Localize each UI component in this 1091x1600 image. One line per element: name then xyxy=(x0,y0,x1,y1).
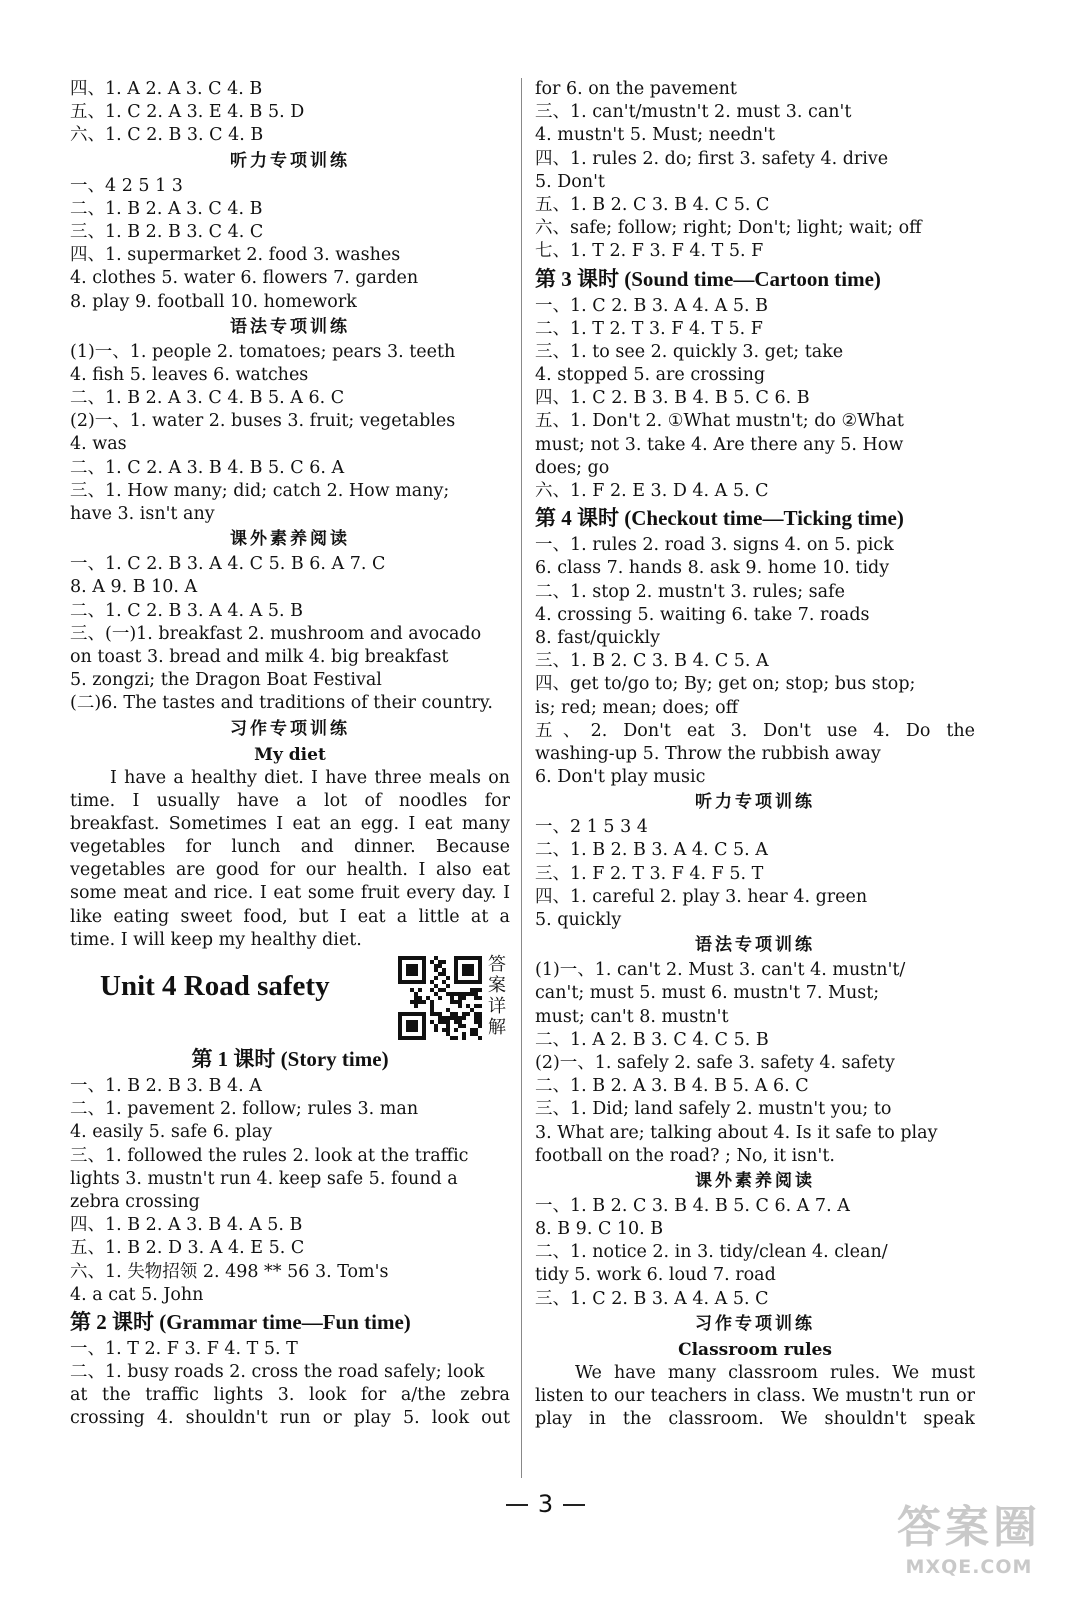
answer-line: zebra crossing xyxy=(70,1191,200,1212)
answer-line: We have many classroom rules. We must xyxy=(575,1362,975,1383)
answer-line: 一、1. rules 2. road 3. signs 4. on 5. pick xyxy=(535,535,894,556)
answer-line: listen to our teachers in class. We mustn't run or xyxy=(535,1386,975,1406)
essay-title: Classroom rules xyxy=(678,1339,832,1360)
answer-line: can't; must 5. must 6. mustn't 7. Must; xyxy=(535,983,880,1004)
answer-line: have 3. isn't any xyxy=(70,504,215,524)
answer-line: 二、1. B 2. A 3. C 4. B 5. A 6. C xyxy=(70,388,345,409)
answer-line: 四、1. B 2. A 3. B 4. A 5. B xyxy=(70,1215,303,1236)
answer-line: on toast 3. bread and milk 4. big breakfast xyxy=(70,646,449,667)
section-heading: 听力专项训练 xyxy=(230,150,350,171)
answer-line: 4. mustn't 5. Must; needn't xyxy=(535,125,776,146)
answer-line: 8. A 9. B 10. A xyxy=(70,577,198,598)
lesson-heading: 第 1 课时 (Story time) xyxy=(191,1047,389,1071)
answer-line: (2)一、1. safely 2. safe 3. safety 4. safety xyxy=(535,1052,895,1073)
answer-line: 三、1. B 2. B 3. C 4. C xyxy=(70,221,264,242)
watermark-url: MXQE.COM xyxy=(905,1556,1033,1578)
answer-line: some meat and rice. I eat some fruit every day. I xyxy=(70,883,510,904)
section-heading: 课外素养阅读 xyxy=(230,529,350,550)
section-heading: 听力专项训练 xyxy=(695,792,815,813)
answer-line: 4. crossing 5. waiting 6. take 7. roads xyxy=(535,604,870,625)
answer-line: 一、1. C 2. B 3. A 4. A 5. B xyxy=(535,295,768,316)
section-heading: 语法专项训练 xyxy=(230,316,350,337)
answer-line: 三、1. B 2. C 3. B 4. C 5. A xyxy=(535,651,769,672)
lesson-heading: 第 3 课时 (Sound time—Cartoon time) xyxy=(535,266,881,291)
answer-line: 四、1. A 2. A 3. C 4. B xyxy=(70,79,263,99)
right-column xyxy=(535,78,975,1431)
answer-line: 四、1. supermarket 2. food 3. washes xyxy=(70,245,401,266)
answer-line: 4. fish 5. leaves 6. watches xyxy=(70,364,309,385)
answer-line: (2)一、1. water 2. buses 3. fruit; vegetables xyxy=(70,411,456,432)
answer-line: like eating sweet food, but I eat a little at a xyxy=(70,906,510,927)
answer-line: I have a healthy diet. I have three meals on xyxy=(110,767,510,788)
answer-line: 二、1. B 2. B 3. A 4. C 5. A xyxy=(535,840,768,861)
left-column xyxy=(70,78,510,1431)
watermark-text: 答案圈 xyxy=(897,1502,1041,1553)
section-heading: 习作专项训练 xyxy=(230,718,350,739)
lesson-heading: 第 4 课时 (Checkout time—Ticking time) xyxy=(535,506,904,531)
answer-line: (1)一、1. people 2. tomatoes; pears 3. teeth xyxy=(70,341,456,362)
answer-line: lights 3. mustn't run 4. keep safe 5. found a xyxy=(70,1168,458,1189)
answer-line: time. I usually have a lot of noodles for xyxy=(70,790,510,811)
answer-line: 5. zongzi; the Dragon Boat Festival xyxy=(70,670,382,691)
answer-line: 4. was xyxy=(70,434,127,455)
answer-line: does; go xyxy=(535,457,610,478)
answer-line: 5. Don't xyxy=(535,171,605,192)
answer-line: (二)6. The tastes and traditions of their country. xyxy=(70,693,493,714)
answer-line: 六、safe; follow; right; Don't; light; wait; off xyxy=(535,218,922,239)
answer-line: 二、1. C 2. A 3. B 4. B 5. C 6. A xyxy=(70,457,345,478)
answer-line: 四、get to/go to; By; get on; stop; bus stop; xyxy=(535,674,916,695)
answer-line: 四、1. careful 2. play 3. hear 4. green xyxy=(535,886,868,907)
section-heading: 课外素养阅读 xyxy=(695,1170,815,1191)
answer-line: 三、1. can't/mustn't 2. must 3. can't xyxy=(535,102,852,123)
answer-line: 6. class 7. hands 8. ask 9. home 10. tidy xyxy=(535,558,890,579)
answer-line: 四、1. rules 2. do; first 3. safety 4. drive xyxy=(535,148,889,169)
answer-line: 五、1. Don't 2. ①What mustn't; do ②What xyxy=(535,411,904,432)
answer-line: 五、1. B 2. D 3. A 4. E 5. C xyxy=(70,1238,305,1259)
answer-line: is; red; mean; does; off xyxy=(535,697,739,718)
answer-line: 一、1. B 2. B 3. B 4. A xyxy=(70,1076,262,1096)
answer-line: vegetables are good for our health. I also eat xyxy=(70,860,510,881)
answer-line: 4. clothes 5. water 6. flowers 7. garden xyxy=(70,268,419,289)
answer-line: breakfast. Sometimes I eat an egg. I eat many xyxy=(70,813,510,834)
answer-line: 三、(一)1. breakfast 2. mushroom and avocado xyxy=(70,623,482,644)
column-divider xyxy=(521,78,522,1478)
answer-line: 5. quickly xyxy=(535,910,622,930)
answer-line: 一、1. C 2. B 3. A 4. C 5. B 6. A 7. C xyxy=(70,554,386,575)
answer-line: at the traffic lights 3. look for a/the zebra xyxy=(70,1385,510,1406)
answer-line: 一、2 1 5 3 4 xyxy=(535,817,648,838)
answer-line: 8. B 9. C 10. B xyxy=(535,1219,664,1240)
answer-line: 二、1. notice 2. in 3. tidy/clean 4. clean/ xyxy=(535,1242,888,1263)
answer-line: 二、1. T 2. T 3. F 4. T 5. F xyxy=(535,318,763,339)
answer-line: tidy 5. work 6. loud 7. road xyxy=(535,1265,776,1286)
page-number: 3 xyxy=(0,1490,1091,1518)
answer-line: 一、1. T 2. F 3. F 4. T 5. T xyxy=(70,1338,298,1359)
answer-line: 二、1. B 2. A 3. C 4. B xyxy=(70,198,263,219)
qr-label: 答案详解 xyxy=(488,954,506,1038)
unit-heading-row xyxy=(70,952,510,1044)
answer-line: crossing 4. shouldn't run or play 5. look out xyxy=(70,1408,510,1429)
answer-line: 4. easily 5. safe 6. play xyxy=(70,1122,273,1143)
answer-line: must; not 3. take 4. Are there any 5. How xyxy=(535,434,904,455)
answer-line: 二、1. stop 2. mustn't 3. rules; safe xyxy=(535,581,845,602)
lesson-heading: 第 2 课时 (Grammar time—Fun time) xyxy=(70,1309,411,1334)
section-heading: 语法专项训练 xyxy=(695,935,815,956)
answer-line: 3. What are; talking about 4. Is it safe to play xyxy=(535,1122,938,1143)
watermark-logo xyxy=(869,1500,1069,1592)
answer-line: football on the road? ; No, it isn't. xyxy=(535,1145,835,1166)
answer-line: 6. Don't play music xyxy=(535,767,706,788)
answer-line: 一、1. B 2. C 3. B 4. B 5. C 6. A 7. A xyxy=(535,1195,850,1216)
answer-line: must; can't 8. mustn't xyxy=(535,1006,729,1027)
answer-line: 二、1. busy roads 2. cross the road safely; look xyxy=(70,1362,485,1383)
answer-line: 六、1. C 2. B 3. C 4. B xyxy=(70,125,264,146)
answer-line: 二、1. A 2. B 3. C 4. C 5. B xyxy=(535,1029,769,1050)
answer-line: 五、2. Don't eat 3. Don't use 4. Do the xyxy=(535,720,975,741)
answer-line: 三、1. How many; did; catch 2. How many; xyxy=(70,480,450,501)
section-heading: 习作专项训练 xyxy=(695,1313,815,1334)
answer-line: washing-up 5. Throw the rubbish away xyxy=(535,743,881,764)
answer-line: 三、1. Did; land safely 2. mustn't you; to xyxy=(535,1099,892,1120)
answer-line: vegetables for lunch and dinner. Because xyxy=(70,837,510,858)
answer-line: 一、4 2 5 1 3 xyxy=(70,175,183,196)
answer-line: 三、1. C 2. B 3. A 4. A 5. C xyxy=(535,1288,769,1309)
answer-line: 三、1. to see 2. quickly 3. get; take xyxy=(535,341,844,362)
unit-title: Unit 4 Road safety xyxy=(100,970,330,1002)
answer-line: 二、1. pavement 2. follow; rules 3. man xyxy=(70,1099,419,1120)
answer-line: 四、1. C 2. B 3. B 4. B 5. C 6. B xyxy=(535,388,810,409)
qr-code[interactable] xyxy=(398,956,482,1040)
qr-code-icon[interactable] xyxy=(398,956,482,1040)
answer-line: 五、1. C 2. A 3. E 4. B 5. D xyxy=(70,102,305,123)
answer-line: play in the classroom. We shouldn't speak xyxy=(535,1409,975,1430)
answer-line: 4. stopped 5. are crossing xyxy=(535,365,766,386)
answer-line: 六、1. F 2. E 3. D 4. A 5. C xyxy=(535,481,769,501)
answer-line: 七、1. T 2. F 3. F 4. T 5. F xyxy=(535,241,764,262)
answer-line: 六、1. 失物招领 2. 498 ** 56 3. Tom's xyxy=(70,1261,389,1282)
answer-line: 4. a cat 5. John xyxy=(70,1284,204,1305)
answer-line: 三、1. F 2. T 3. F 4. F 5. T xyxy=(535,863,764,884)
answer-line: 8. fast/quickly xyxy=(535,627,661,648)
answer-line: for 6. on the pavement xyxy=(535,79,737,99)
answer-line: 三、1. followed the rules 2. look at the traffic xyxy=(70,1145,469,1166)
answer-line: 8. play 9. football 10. homework xyxy=(70,291,357,312)
answer-line: (1)一、1. can't 2. Must 3. can't 4. mustn't/ xyxy=(535,960,906,981)
answer-line: 二、1. B 2. A 3. B 4. B 5. A 6. C xyxy=(535,1076,809,1097)
answer-line: time. I will keep my healthy diet. xyxy=(70,929,362,950)
essay-title: My diet xyxy=(254,744,326,765)
answer-line: 二、1. C 2. B 3. A 4. A 5. B xyxy=(70,600,303,621)
answer-line: 五、1. B 2. C 3. B 4. C 5. C xyxy=(535,194,770,215)
